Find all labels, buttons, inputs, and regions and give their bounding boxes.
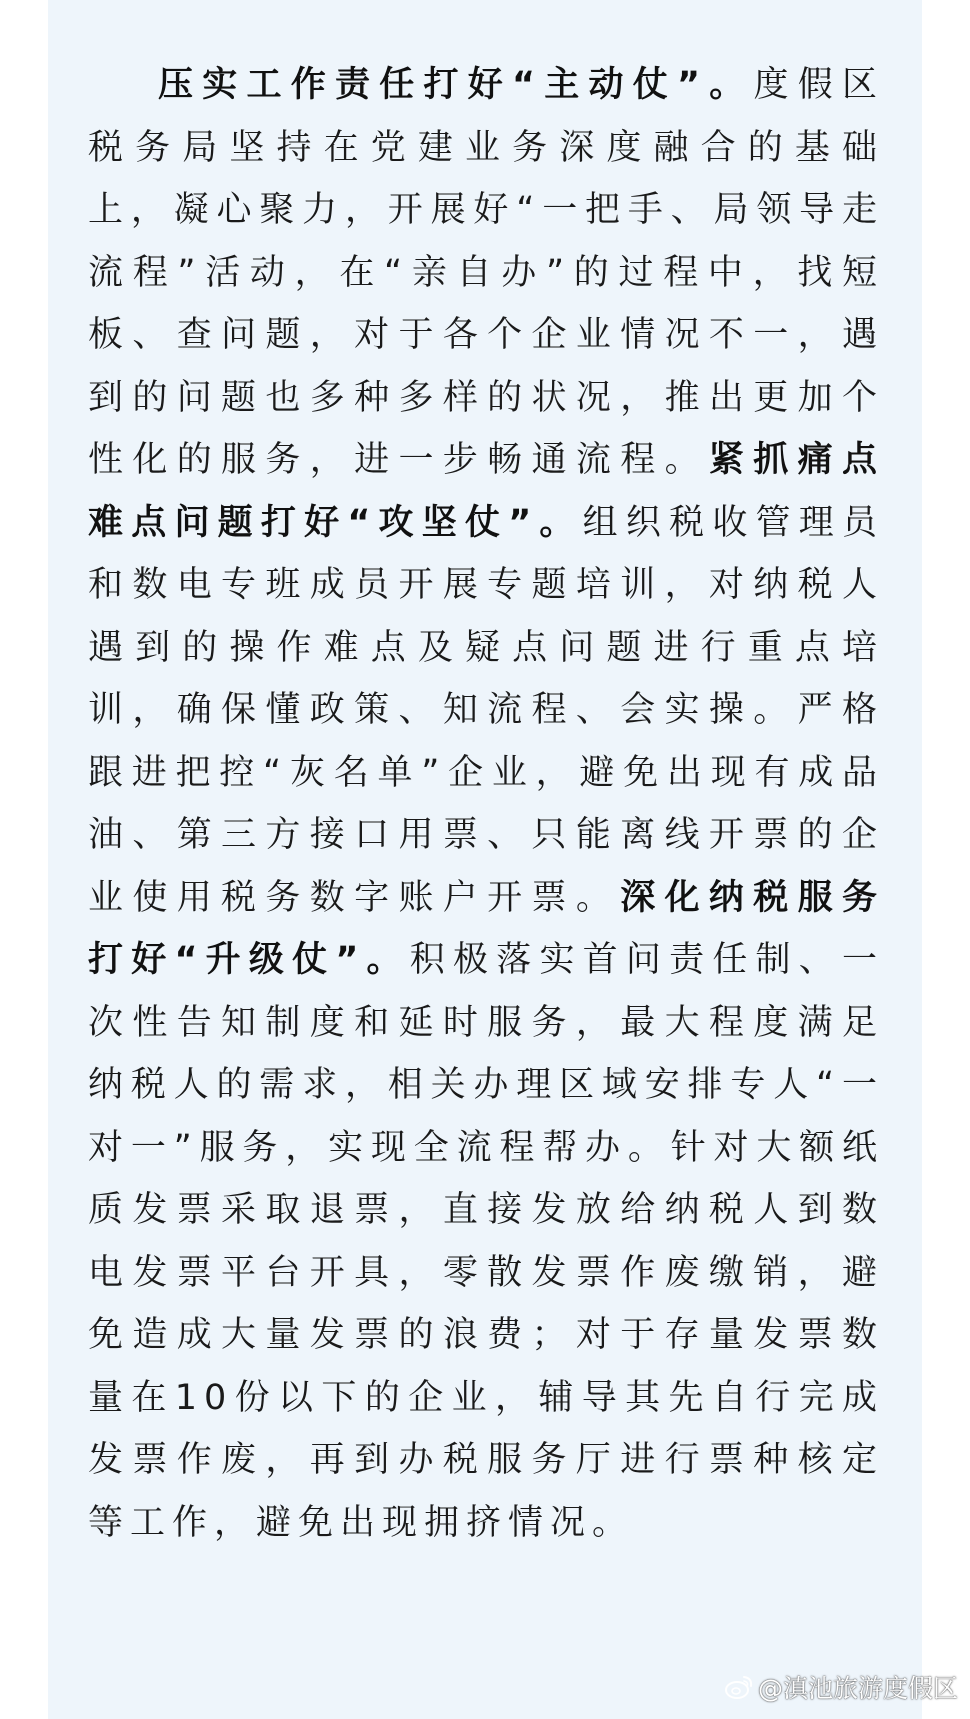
- body-text-1: 度假区税务局坚持在党建业务深度融合的基础上，凝心聚力，开展好“一把手、局领导走流程”活动，在“亲自办”的过程中，找短板、查问题，对于各个企业情况不一，遇到的问题也多种多样的状况，推出更加个性化的服务，进一步畅通流程。: [88, 65, 884, 480]
- weibo-icon: [724, 1674, 754, 1700]
- heading-proactive: 压实工作责任打好“主动仗”。: [158, 65, 754, 105]
- heading-upgrade: 深化纳税服务打好“升级仗”。: [88, 877, 884, 980]
- article-paragraph: [88, 54, 884, 1554]
- body-text-3: 积极落实首问责任制、一次性告知制度和延时服务，最大程度满足纳税人的需求，相关办理区域安排专人“一对一”服务，实现全流程帮办。针对大额纸质发票采取退票，直接发放给纳税人到数电发票平台开具，零散发票作废缴销，避免造成大量发票的浪费；对于存量发票数量在10份以下的企业，辅导其先自行完成发票作废，再到办税服务厅进行票种核定等工作，避免出现拥挤情况。: [88, 940, 884, 1543]
- body-text-2: 组织税收管理员和数电专班成员开展专题培训，对纳税人遇到的操作难点及疑点问题进行重点培训，确保懂政策、知流程、会实操。严格跟进把控“灰名单”企业，避免出现有成品油、第三方接口用票、只能离线开票的企业使用税务数字账户开票。: [88, 502, 884, 918]
- watermark-text: @滇池旅游度假区: [757, 1674, 958, 1703]
- watermark: [724, 1669, 958, 1705]
- heading-tackle: 紧抓痛点难点问题打好“攻坚仗”。: [88, 440, 884, 543]
